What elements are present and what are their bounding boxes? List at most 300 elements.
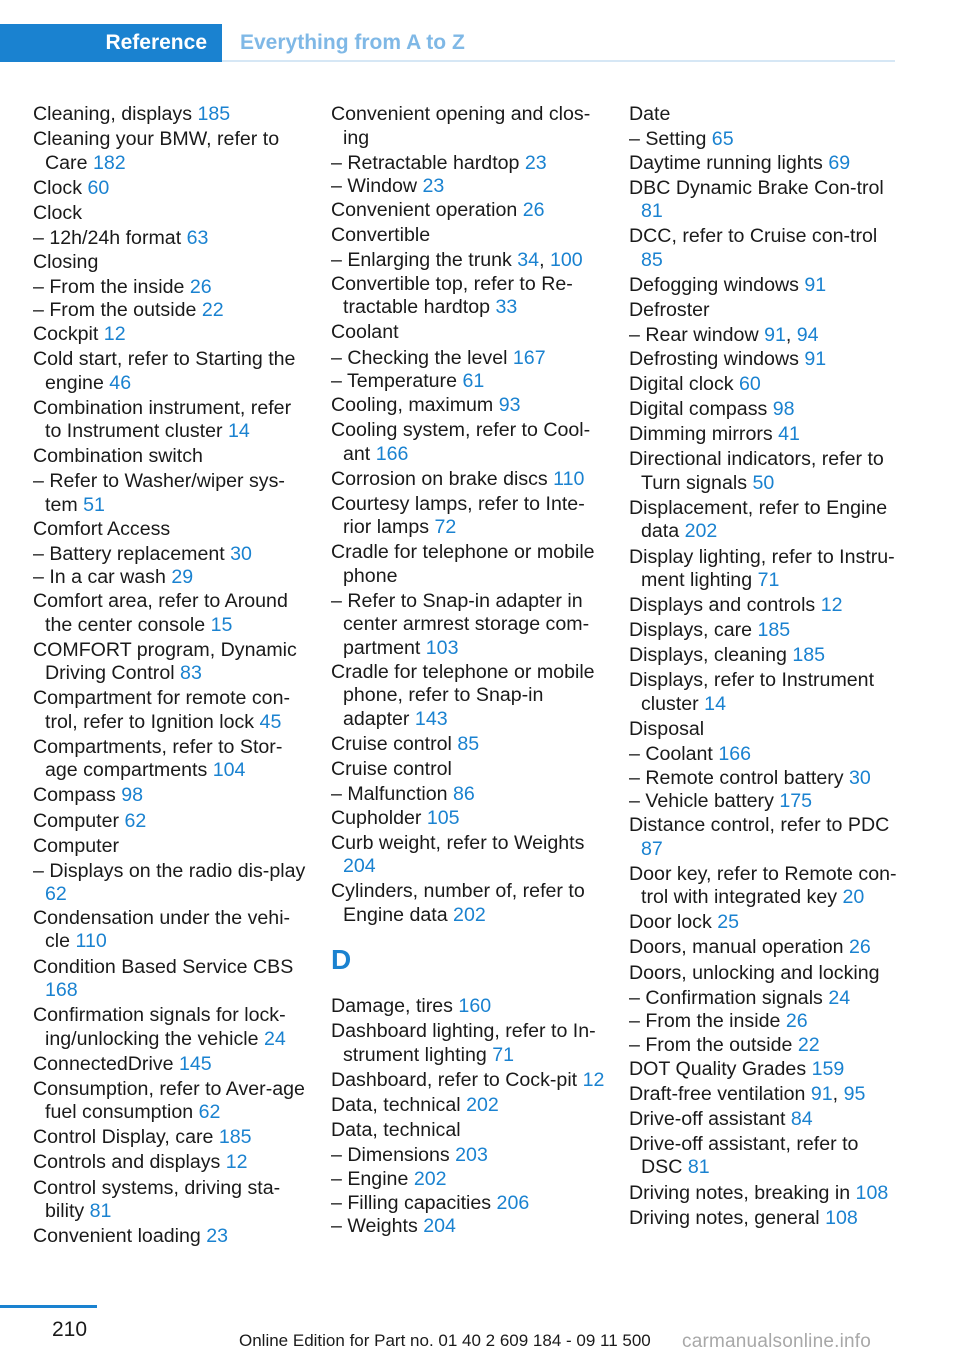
index-entry (629, 1182, 897, 1206)
entry-text: Convenient loading (33, 1225, 201, 1248)
index-entry (629, 398, 897, 422)
page-link[interactable]: 185 (197, 103, 231, 125)
page-link[interactable]: 202 (413, 1167, 447, 1190)
index-entry (33, 177, 308, 201)
page-link[interactable]: 26 (522, 198, 545, 221)
page-link[interactable]: 206 (496, 1191, 530, 1214)
entry-text: – Vehicle battery (629, 790, 774, 813)
entry-text: Courtesy lamps, refer to Inte-rior lamps (331, 492, 585, 539)
index-entry (33, 348, 308, 395)
page-link[interactable]: 46 (109, 371, 132, 394)
page-link[interactable]: 69 (828, 151, 851, 174)
index-entry: Draft-free ventilation 91, 95 (629, 1082, 866, 1105)
subsection-title: Everything from A to Z (240, 31, 465, 54)
entry-text: Comfort area, refer to Around the center console (33, 590, 288, 636)
page-link[interactable]: 60 (87, 176, 110, 199)
page-link[interactable]: 203 (455, 1144, 488, 1167)
entry-text: Cupholder (331, 806, 422, 829)
entry-text: Daytime running lights (629, 151, 823, 174)
entry-text: – Rear window (629, 324, 759, 347)
index-entry (629, 546, 897, 593)
index-column-2 (331, 103, 606, 1239)
index-subentry (331, 347, 606, 371)
index-subentry (331, 590, 606, 661)
page-link[interactable]: 105 (426, 806, 460, 829)
index-entry (331, 199, 606, 223)
entry-text: Directional indicators, refer to Turn signals (629, 448, 884, 494)
entry-text: – Coolant (629, 743, 713, 766)
entry-text: Combination instrument, refer to Instrument cluster (33, 396, 292, 443)
entry-text: Door key, refer to Remote con-trol with integrated key (629, 862, 897, 909)
index-entry (33, 445, 308, 469)
page-link[interactable]: 143 (414, 707, 448, 730)
page-link[interactable]: 91 (804, 347, 827, 370)
entry-text: Data, technical (331, 1094, 461, 1116)
page-link[interactable]: 160 (458, 995, 492, 1018)
index-subentry (331, 1192, 606, 1216)
index-subentry (33, 566, 308, 590)
page-link[interactable]: 168 (45, 979, 78, 1001)
page-link[interactable]: 98 (121, 784, 144, 807)
entry-text: DOT Quality Grades (629, 1057, 807, 1080)
page-link[interactable]: 14 (227, 420, 250, 443)
page-link[interactable]: 25 (717, 911, 740, 934)
index-subentry (331, 783, 606, 807)
entry-text: Cruise control (331, 732, 452, 755)
index-entry (629, 594, 897, 618)
entry-text: Cleaning your BMW, refer to Care (33, 128, 280, 174)
index-subentry (33, 227, 308, 251)
index-entry (33, 1126, 308, 1150)
watermark: carmanualsonline.info (682, 1331, 872, 1352)
index-entry (331, 880, 606, 927)
page-link[interactable]: 14 (704, 692, 726, 715)
entry-text: – Battery replacement (33, 542, 225, 565)
entry-text: Door lock (629, 911, 712, 934)
entry-text: Cold start, refer to Starting the engine (33, 348, 296, 394)
entry-text: Digital compass (629, 398, 768, 421)
page-link[interactable]: 62 (198, 1101, 221, 1124)
page-link[interactable]: 104 (212, 759, 246, 782)
entry-text: Combination switch (33, 445, 203, 468)
page-link[interactable]: 185 (757, 619, 791, 642)
entry-text: Defogging windows (629, 274, 799, 297)
index-entry (629, 103, 897, 127)
page-link[interactable]: 166 (375, 442, 409, 465)
entry-text: Closing (33, 250, 99, 273)
index-entry (331, 661, 606, 732)
index-entry (33, 1225, 308, 1249)
page-link[interactable]: 26 (785, 1010, 808, 1033)
entry-text: – Dimensions (331, 1144, 450, 1167)
entry-text: Corrosion on brake discs (331, 467, 548, 490)
page-link[interactable]: 175 (779, 790, 813, 813)
index-entry (629, 1058, 897, 1082)
index-subentry (331, 152, 606, 176)
entry-text: Convertible (331, 224, 431, 247)
index-entry (629, 348, 897, 372)
index-entry (331, 273, 606, 320)
index-subentry (629, 1034, 897, 1058)
page-link[interactable]: 94 (796, 324, 819, 347)
index-column-1 (33, 103, 308, 1250)
entry-text: Convenient operation (331, 198, 518, 221)
page-link[interactable]: 98 (772, 398, 795, 421)
page-link[interactable]: 202 (466, 1094, 499, 1116)
page-link[interactable]: 71 (757, 569, 780, 591)
index-entry (33, 956, 308, 1003)
edition-note: Online Edition for Part no. 01 40 2 609 184 - 09 11 500 (239, 1331, 651, 1350)
entry-text: DCC, refer to Cruise con-trol (629, 225, 878, 248)
page-link[interactable]: 63 (186, 226, 209, 249)
index-entry (33, 251, 308, 275)
index-entry (629, 911, 897, 935)
entry-text: – From the inside (33, 275, 185, 298)
entry-text: Confirmation signals for lock-ing/unlocking the vehicle (33, 1004, 286, 1050)
entry-text: – Enlarging the trunk (331, 249, 512, 272)
index-entry (33, 784, 308, 808)
index-entry (629, 1207, 897, 1231)
index-entry (629, 373, 897, 397)
entry-text: Control systems, driving sta-bility (33, 1176, 281, 1223)
index-subentry (629, 767, 897, 791)
entry-text: – Engine (331, 1167, 409, 1190)
index-entry (331, 807, 606, 831)
footer-rule (0, 1305, 97, 1308)
page-link[interactable]: 23 (206, 1225, 229, 1248)
page-link[interactable]: 22 (797, 1033, 820, 1056)
entry-text: Computer (33, 809, 120, 832)
page-link[interactable]: 145 (178, 1052, 212, 1075)
index-entry (33, 202, 308, 226)
entry-text: – From the inside (629, 1010, 781, 1033)
index-subentry (331, 370, 606, 394)
page-link[interactable]: 91 (764, 324, 786, 347)
index-entry (331, 103, 606, 150)
index-entry (629, 669, 897, 716)
index-subentry (33, 860, 308, 907)
index-entry (629, 619, 897, 643)
page-link[interactable]: 202 (453, 903, 486, 926)
page-link[interactable]: 60 (739, 373, 761, 396)
page-link[interactable]: 26 (849, 936, 871, 959)
page-link[interactable]: 185 (218, 1126, 252, 1149)
entry-text: Cruise control (331, 757, 452, 780)
entry-text: Convertible top, refer to Re-tractable hardtop (331, 272, 573, 319)
index-entry (629, 152, 897, 176)
index-entry (629, 1133, 897, 1180)
index-entry (331, 1094, 606, 1118)
index-entry (331, 321, 606, 345)
entry-text: – Window (331, 175, 418, 198)
index-subentry (331, 1215, 606, 1239)
entry-text: Disposal (629, 717, 705, 740)
entry-text: Displays, care (629, 619, 753, 642)
entry-text: Compartment for remote con-trol, refer to Ignition lock (33, 687, 290, 733)
index-subentry (629, 790, 897, 814)
page-link[interactable]: 12 (103, 323, 126, 346)
entry-text: – 12h/24h format (33, 226, 182, 249)
page-link[interactable]: 84 (790, 1107, 813, 1130)
entry-text: Drive-off assistant, refer to DSC (629, 1132, 859, 1179)
entry-text: Cooling system, refer to Cool-ant (331, 419, 591, 465)
index-entry (629, 225, 897, 272)
entry-text: – Weights (331, 1215, 418, 1238)
page-link[interactable]: 95 (843, 1082, 866, 1105)
index-entry (33, 1177, 308, 1224)
page-link[interactable]: 62 (45, 883, 67, 906)
entry-text: – Setting (629, 128, 707, 151)
index-entry (33, 810, 308, 834)
entry-text: Doors, manual operation (629, 936, 844, 959)
page-link[interactable]: 26 (189, 275, 212, 298)
entry-text: Driving notes, general (629, 1206, 820, 1229)
index-entry (331, 419, 606, 466)
entry-text: Condensation under the vehi-cle (33, 906, 291, 953)
index-subentry (33, 470, 308, 517)
entry-text: Condition Based Service CBS (33, 955, 294, 978)
entry-text: Coolant (331, 321, 399, 344)
page-link[interactable]: 72 (434, 516, 457, 539)
page-link[interactable]: 159 (811, 1057, 845, 1080)
entry-text: Displacement, refer to Engine data (629, 496, 888, 543)
page-link[interactable]: 33 (495, 296, 518, 319)
index-entry (33, 1151, 308, 1175)
entry-text: Consumption, refer to Aver-age fuel consumption (33, 1077, 305, 1124)
entry-text: COMFORT program, Dynamic Driving Control (33, 638, 297, 685)
entry-text: Compartments, refer to Stor-age compartments (33, 735, 283, 782)
page-link[interactable]: 81 (641, 200, 663, 223)
index-entry (331, 758, 606, 782)
entry-text: – Temperature (331, 370, 457, 393)
entry-text: Controls and displays (33, 1151, 221, 1174)
page-link[interactable]: 108 (855, 1181, 889, 1204)
page-link[interactable]: 103 (425, 636, 459, 659)
letter-heading: D (331, 944, 352, 976)
index-subentry (629, 1010, 897, 1034)
page-link[interactable]: 71 (492, 1043, 515, 1066)
entry-text: ConnectedDrive (33, 1052, 174, 1075)
entry-text: – From the outside (629, 1033, 793, 1056)
index-entry (629, 274, 897, 298)
index-subentry (331, 1144, 606, 1168)
index-column-3 (629, 103, 897, 1232)
entry-text: Display lighting, refer to Instru-ment lighting (629, 545, 895, 591)
index-entry (33, 736, 308, 783)
page-header (0, 24, 895, 62)
index-entry (629, 497, 897, 544)
entry-text: – Retractable hardtop (331, 151, 520, 174)
entry-text: Compass (33, 784, 116, 807)
entry-text: Doors, unlocking and locking (629, 961, 880, 984)
entry-text: Curb weight, refer to Weights (331, 831, 585, 854)
index-entry (33, 323, 308, 347)
entry-text: – Refer to Snap-in adapter in center armrest storage com-partment (331, 589, 590, 659)
page-link[interactable]: 91 (810, 1082, 833, 1105)
index-entry (33, 1004, 308, 1051)
index-entry (33, 397, 308, 444)
entry-text: DBC Dynamic Brake Con-trol (629, 176, 884, 199)
index-entry (33, 687, 308, 734)
page-link[interactable]: 87 (641, 837, 663, 860)
page-link[interactable]: 41 (778, 423, 800, 446)
entry-text: Clock (33, 201, 82, 224)
page-link[interactable]: 12 (582, 1068, 605, 1091)
index-entry (629, 863, 897, 910)
entry-text: Cleaning, displays (33, 103, 193, 125)
entry-text: – Checking the level (331, 346, 508, 369)
page-link[interactable]: 24 (828, 986, 851, 1009)
entry-text: Data, technical (331, 1119, 461, 1142)
page-link[interactable]: 86 (453, 782, 475, 805)
index-entry (331, 1020, 606, 1067)
index-entry (331, 468, 606, 492)
entry-text: – In a car wash (33, 566, 166, 589)
section-tab[interactable]: Reference (0, 24, 222, 62)
index-subentry (629, 743, 897, 767)
page-link[interactable]: 110 (75, 930, 107, 953)
entry-text: Cradle for telephone or mobile phone (331, 541, 595, 587)
index-subentry (331, 175, 606, 199)
entry-text: Digital clock (629, 373, 734, 396)
entry-text: – From the outside (33, 299, 197, 322)
index-entry (331, 995, 606, 1019)
page-link[interactable]: 15 (210, 613, 233, 636)
page-link[interactable]: 20 (842, 886, 865, 909)
entry-text: – Malfunction (331, 782, 448, 805)
page-number: 210 (52, 1318, 88, 1341)
entry-text: Cockpit (33, 323, 99, 346)
entry-text: Cooling, maximum (331, 393, 494, 416)
page-link[interactable]: 34 (517, 249, 540, 272)
index-entry (33, 518, 308, 542)
index-entry (629, 718, 897, 742)
page-link[interactable]: 100 (549, 249, 583, 272)
entry-text: Comfort Access (33, 517, 171, 540)
page-link[interactable]: 85 (641, 248, 663, 271)
page-link[interactable]: 45 (259, 710, 282, 733)
page-link[interactable]: 50 (752, 471, 775, 494)
page-link[interactable]: 30 (230, 542, 252, 565)
index-entry (33, 835, 308, 859)
index-subentry (629, 128, 897, 152)
entry-text: Cylinders, number of, refer to Engine data (331, 880, 585, 926)
index-entry (331, 493, 606, 540)
page-link[interactable]: 29 (171, 566, 194, 589)
index-entry (629, 962, 897, 986)
entry-text: – Refer to Washer/wiper sys-tem (33, 470, 285, 516)
page-link[interactable]: 93 (498, 393, 521, 416)
index-entry (331, 224, 606, 248)
index-entry (33, 907, 308, 954)
index-entry (629, 644, 897, 668)
page-link[interactable]: 65 (711, 128, 734, 151)
page-link[interactable]: 110 (553, 467, 585, 490)
index-entry (331, 394, 606, 418)
page-link[interactable]: 62 (124, 809, 147, 832)
entry-text: Control Display, care (33, 1126, 214, 1149)
page-link[interactable]: 108 (825, 1206, 858, 1229)
index-entry (331, 832, 606, 879)
page-link[interactable]: 83 (180, 662, 202, 685)
entry-text: Drive-off assistant (629, 1107, 786, 1130)
entry-text: Dashboard lighting, refer to In-strument lighting (331, 1020, 596, 1066)
page-link[interactable]: 81 (687, 1156, 710, 1179)
index-entry (629, 177, 897, 224)
entry-text: Displays and controls (629, 594, 816, 617)
page-link[interactable]: 81 (89, 1200, 112, 1223)
entry-text: Clock (33, 176, 82, 199)
index-entry (331, 541, 606, 588)
page-link[interactable]: 24 (263, 1027, 286, 1050)
index-entry (331, 1069, 606, 1093)
entry-text: – Filling capacities (331, 1191, 492, 1214)
page-link[interactable]: 204 (343, 855, 376, 878)
page-link[interactable]: 51 (83, 493, 105, 516)
index-entry (331, 1119, 606, 1143)
entry-text: Computer (33, 834, 120, 857)
index-entry (629, 1108, 897, 1132)
page-link[interactable]: 182 (92, 151, 126, 174)
index-entry (629, 936, 897, 960)
index-entry (629, 299, 897, 323)
entry-text: Dashboard, refer to Cock-pit (331, 1068, 578, 1091)
page-link[interactable]: 30 (849, 766, 871, 789)
entry-text: Dimming mirrors (629, 423, 773, 446)
index-entry (33, 1078, 308, 1125)
entry-text: Date (629, 103, 671, 125)
index-subentry (331, 1168, 606, 1192)
page-link[interactable]: 185 (792, 644, 826, 667)
entry-text: – Confirmation signals (629, 986, 823, 1009)
index-entry (331, 733, 606, 757)
page-link[interactable]: 167 (512, 346, 546, 369)
index-entry (629, 448, 897, 495)
entry-text: Defroster (629, 299, 710, 322)
page-link[interactable]: 204 (423, 1215, 456, 1238)
index-entry (33, 590, 308, 637)
index-entry (33, 103, 308, 127)
entry-text: – Remote control battery (629, 766, 844, 789)
page-link[interactable]: 166 (718, 743, 752, 766)
index-entry (33, 1053, 308, 1077)
header-rule (222, 60, 895, 62)
page-link[interactable]: 12 (820, 594, 843, 617)
entry-text: Defrosting windows (629, 347, 799, 370)
page-link[interactable]: 12 (225, 1151, 248, 1174)
page-link[interactable]: 91 (804, 274, 827, 297)
index-subentry (33, 543, 308, 567)
index-subentry (33, 276, 308, 300)
index-subentry: – Rear window 91, 94 (629, 324, 819, 347)
index-entry (33, 128, 308, 175)
page-link[interactable]: 22 (201, 299, 224, 322)
entry-text: – Displays on the radio dis-play (33, 859, 306, 882)
entry-text: Distance control, refer to PDC (629, 814, 890, 837)
page-link[interactable]: 61 (462, 370, 485, 393)
page-link[interactable]: 85 (457, 732, 480, 755)
page-link[interactable]: 202 (684, 520, 718, 543)
index-entry (629, 814, 897, 861)
index-subentry (33, 299, 308, 323)
entry-text: Draft-free ventilation (629, 1082, 806, 1105)
page-link[interactable]: 23 (524, 151, 547, 174)
page-link[interactable]: 23 (422, 175, 445, 198)
entry-text: Damage, tires (331, 995, 453, 1018)
entry-text: Cradle for telephone or mobile phone, refer to Snap-in adapter (331, 660, 595, 730)
entry-text: Displays, refer to Instrument cluster (629, 669, 875, 715)
index-subentry (629, 987, 897, 1011)
